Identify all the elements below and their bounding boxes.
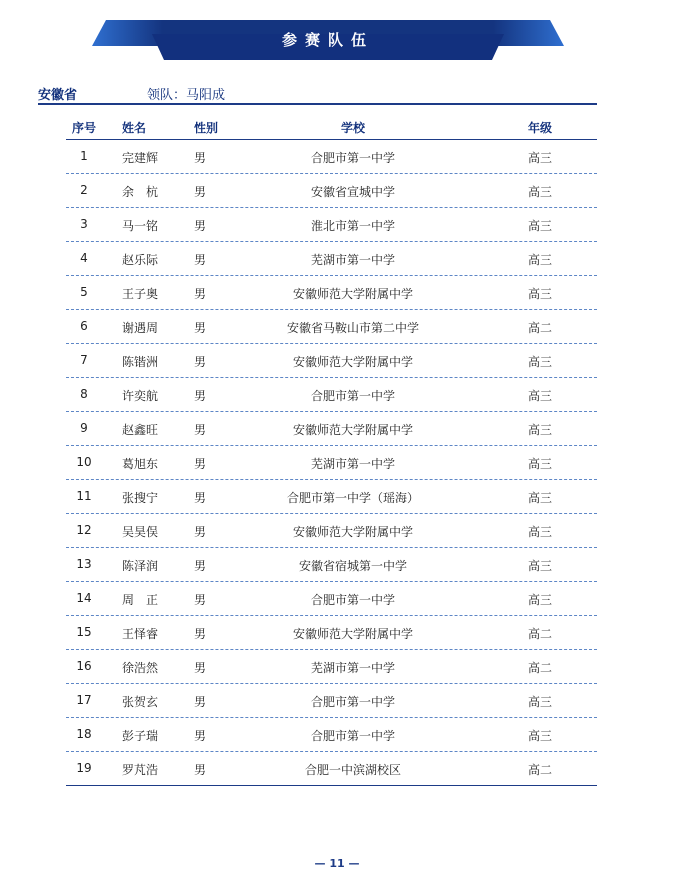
cell-gender: 男 xyxy=(194,389,207,403)
cell-no: 6 xyxy=(80,319,88,333)
cell-no: 3 xyxy=(80,217,88,231)
table-row xyxy=(66,242,597,276)
cell-school: 芜湖市第一中学 xyxy=(310,457,395,471)
cell-school: 安徽师范大学附属中学 xyxy=(292,627,413,641)
cell-gender: 男 xyxy=(194,593,207,607)
cell-name: 徐浩然 xyxy=(122,661,159,675)
cell-no: 15 xyxy=(76,625,92,639)
cell-gender: 男 xyxy=(194,729,207,743)
cell-no: 2 xyxy=(80,183,88,197)
cell-name: 彭子瑞 xyxy=(122,729,159,743)
province-name: 安徽省 xyxy=(38,88,78,103)
cell-gender: 男 xyxy=(194,321,207,335)
table-row xyxy=(66,446,597,480)
cell-no: 13 xyxy=(76,557,92,571)
cell-grade: 高二 xyxy=(527,321,552,335)
team-table xyxy=(66,114,597,786)
cell-grade: 高三 xyxy=(527,457,552,471)
cell-no: 11 xyxy=(76,489,92,503)
cell-no: 19 xyxy=(76,761,92,775)
table-row xyxy=(66,582,597,616)
table-row xyxy=(66,310,597,344)
cell-grade: 高三 xyxy=(527,491,552,505)
cell-school: 淮北市第一中学 xyxy=(310,219,395,233)
cell-school: 合肥一中滨湖校区 xyxy=(304,763,401,777)
col-grade: 年级 xyxy=(527,121,552,135)
cell-grade: 高三 xyxy=(527,185,552,199)
cell-name: 张搜宁 xyxy=(122,491,159,505)
cell-gender: 男 xyxy=(194,627,207,641)
cell-gender: 男 xyxy=(194,423,207,437)
team-leader: 领队：马阳成 xyxy=(147,88,226,103)
cell-name: 葛旭东 xyxy=(122,457,159,471)
table-body xyxy=(66,140,597,786)
cell-name: 张贺玄 xyxy=(122,695,159,709)
table-row xyxy=(66,412,597,446)
cell-name: 王子奥 xyxy=(122,287,159,301)
cell-grade: 高二 xyxy=(527,627,552,641)
cell-no: 1 xyxy=(80,149,88,163)
cell-grade: 高二 xyxy=(527,661,552,675)
cell-name: 赵鑫旺 xyxy=(122,423,159,437)
cell-school: 安徽师范大学附属中学 xyxy=(292,355,413,369)
cell-gender: 男 xyxy=(194,355,207,369)
cell-grade: 高二 xyxy=(527,763,552,777)
cell-name: 陈泽润 xyxy=(122,559,159,573)
cell-grade: 高三 xyxy=(527,525,552,539)
cell-no: 7 xyxy=(80,353,88,367)
table-row xyxy=(66,174,597,208)
page-number: — 11 — xyxy=(314,857,360,870)
cell-school: 合肥市第一中学 xyxy=(310,593,395,607)
cell-school: 芜湖市第一中学 xyxy=(310,253,395,267)
cell-gender: 男 xyxy=(194,185,207,199)
cell-name: 余 杭 xyxy=(122,185,159,199)
table-row xyxy=(66,752,597,786)
table-row xyxy=(66,344,597,378)
cell-grade: 高三 xyxy=(527,695,552,709)
cell-school: 安徽师范大学附属中学 xyxy=(292,525,413,539)
cell-name: 许奕航 xyxy=(122,389,159,403)
cell-name: 谢遇周 xyxy=(122,321,159,335)
cell-name: 马一铭 xyxy=(122,219,159,233)
table-row xyxy=(66,276,597,310)
col-name: 姓名 xyxy=(122,121,147,135)
cell-school: 合肥市第一中学 xyxy=(310,389,395,403)
cell-school: 安徽师范大学附属中学 xyxy=(292,287,413,301)
cell-gender: 男 xyxy=(194,287,207,301)
cell-school: 安徽省马鞍山市第二中学 xyxy=(286,321,419,335)
cell-school: 合肥市第一中学 xyxy=(310,729,395,743)
province-divider xyxy=(38,103,597,105)
cell-gender: 男 xyxy=(194,457,207,471)
cell-no: 5 xyxy=(80,285,88,299)
cell-gender: 男 xyxy=(194,661,207,675)
table-row xyxy=(66,480,597,514)
cell-no: 10 xyxy=(76,455,92,469)
cell-gender: 男 xyxy=(194,253,207,267)
table-row xyxy=(66,684,597,718)
table-row xyxy=(66,140,597,174)
cell-grade: 高三 xyxy=(527,253,552,267)
cell-name: 赵乐际 xyxy=(122,253,159,267)
cell-name: 罗芃浩 xyxy=(122,763,159,777)
cell-school: 芜湖市第一中学 xyxy=(310,661,395,675)
table-row xyxy=(66,514,597,548)
cell-gender: 男 xyxy=(194,525,207,539)
cell-gender: 男 xyxy=(194,559,207,573)
table-row xyxy=(66,650,597,684)
cell-gender: 男 xyxy=(194,219,207,233)
cell-grade: 高三 xyxy=(527,287,552,301)
col-school: 学校 xyxy=(340,121,365,135)
cell-gender: 男 xyxy=(194,763,207,777)
table-row xyxy=(66,548,597,582)
cell-grade: 高三 xyxy=(527,355,552,369)
cell-grade: 高三 xyxy=(527,559,552,573)
cell-grade: 高三 xyxy=(527,151,552,165)
cell-name: 陈锴洲 xyxy=(122,355,159,369)
cell-grade: 高三 xyxy=(527,593,552,607)
cell-school: 安徽省宿城第一中学 xyxy=(298,559,407,573)
cell-no: 18 xyxy=(76,727,92,741)
cell-grade: 高三 xyxy=(527,389,552,403)
cell-no: 8 xyxy=(80,387,88,401)
table-row xyxy=(66,208,597,242)
cell-school: 合肥市第一中学 xyxy=(310,151,395,165)
cell-name: 完建辉 xyxy=(122,151,159,165)
cell-grade: 高三 xyxy=(527,729,552,743)
col-no: 序号 xyxy=(71,121,96,135)
cell-no: 4 xyxy=(80,251,88,265)
table-row xyxy=(66,718,597,752)
cell-name: 吴昊俣 xyxy=(122,525,159,539)
cell-school: 合肥市第一中学（瑶海） xyxy=(286,491,419,505)
cell-school: 安徽省宣城中学 xyxy=(310,185,395,199)
cell-no: 9 xyxy=(80,421,88,435)
table-header xyxy=(66,114,597,140)
cell-school: 合肥市第一中学 xyxy=(310,695,395,709)
cell-grade: 高三 xyxy=(527,423,552,437)
cell-gender: 男 xyxy=(194,491,207,505)
cell-no: 16 xyxy=(76,659,92,673)
table-row xyxy=(66,616,597,650)
province-header xyxy=(38,84,598,104)
cell-gender: 男 xyxy=(194,151,207,165)
cell-name: 王怿睿 xyxy=(122,627,159,641)
cell-no: 17 xyxy=(76,693,92,707)
col-gender: 性别 xyxy=(194,121,219,135)
cell-no: 14 xyxy=(76,591,92,605)
cell-grade: 高三 xyxy=(527,219,552,233)
table-row xyxy=(66,378,597,412)
cell-gender: 男 xyxy=(194,695,207,709)
cell-school: 安徽师范大学附属中学 xyxy=(292,423,413,437)
section-banner xyxy=(92,20,564,60)
banner-title: 参赛队伍 xyxy=(281,31,374,49)
cell-name: 周 正 xyxy=(122,593,159,607)
cell-no: 12 xyxy=(76,523,92,537)
